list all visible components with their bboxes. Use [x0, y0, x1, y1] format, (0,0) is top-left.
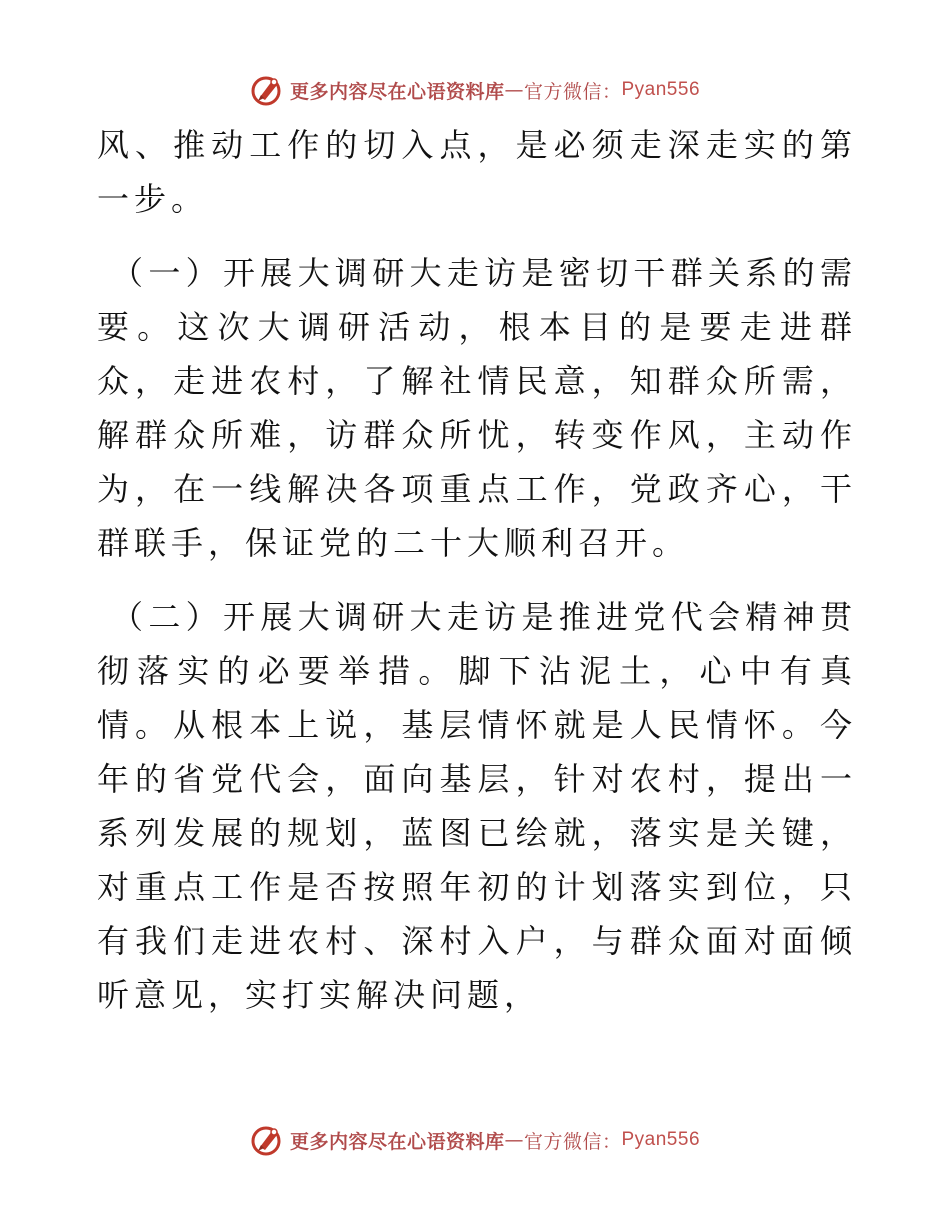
banner-main-text: 更多内容尽在心语资料库: [289, 1130, 505, 1153]
banner-wechat-label: 官方微信：: [523, 1130, 622, 1153]
paragraph-section-two: （二）开展大调研大走访是推进党代会精神贯彻落实的必要举措。脚下沾泥土，心中有真情。从根本上说，基层情怀就是人民情怀。今年的省党代会，面向基层，针对农村，提出一系列发展的规划，蓝图已绘就，落实是关键，对重点工作是否按照年初的计划落实到位，只有我们走进农村、深村入户，与群众面对面倾听意见，实打实解决问题，: [97, 598, 857, 1014]
banner-wechat-id: Pyan556: [621, 1129, 701, 1150]
footer-watermark-banner: [0, 1120, 950, 1160]
banner-wechat-id: Pyan556: [621, 79, 701, 100]
header-watermark-banner: [0, 70, 950, 110]
document-body: [97, 118, 857, 1022]
banner-separator: —: [504, 79, 524, 101]
banner-wechat-label: 官方微信：: [523, 80, 622, 103]
banner-main-text: 更多内容尽在心语资料库: [289, 80, 505, 103]
paragraph-section-one: （一）开展大调研大走访是密切干群关系的需要。这次大调研活动，根本目的是要走进群众，走进农村，了解社情民意，知群众所需，解群众所难，访群众所忧，转变作风，主动作为，在一线解决各项重点工作，党政齐心，干群联手，保证党的二十大顺利召开。: [97, 254, 857, 562]
pen-nib-logo-icon: [250, 1123, 284, 1157]
pen-nib-logo-icon: [250, 73, 284, 107]
paragraph-continuation: 风、推动工作的切入点，是必须走深走实的第一步。: [97, 126, 857, 218]
banner-separator: —: [504, 1129, 524, 1151]
